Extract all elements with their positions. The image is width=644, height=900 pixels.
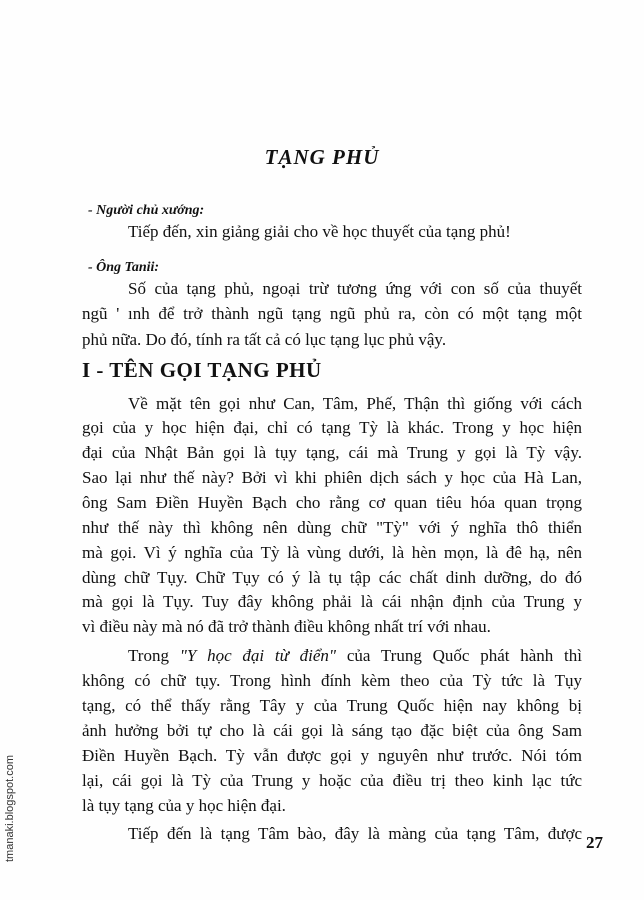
text-line: Sao lại như thế này? Bởi vì khi phiên dịch sách y học của Hà Lan, bbox=[82, 468, 582, 487]
text-line: tạng, có thể thấy rằng Tây y của Trung Quốc hiện nay không bị bbox=[82, 696, 582, 715]
text-line: phủ nữa. Do đó, tính ra tất cả có lục tạng lục phủ vậy. bbox=[82, 330, 447, 349]
text-line: mà gọi. Vì ý nghĩa của Tỳ là vùng dưới, là hèn mọn, là đê hạ, nên bbox=[82, 543, 582, 562]
text-line: Điền Huyền Bạch. Tỳ vẫn được gọi y nguyên như trước. Nói tóm bbox=[82, 746, 582, 765]
page-number: 27 bbox=[586, 833, 603, 852]
text-line: dùng chữ Tụy. Chữ Tụy có ý là tụ tập các chất dinh dưỡng, do đó bbox=[82, 568, 582, 587]
chapter-title: TẠNG PHỦ bbox=[264, 145, 380, 169]
text-line: như thế này thì không nên dùng chữ "Tỳ" với ý nghĩa thô thiển bbox=[82, 518, 582, 537]
text-line: là tụy tạng của y học hiện đại. bbox=[82, 796, 286, 815]
speaker-label-host: - Người chủ xướng: bbox=[88, 203, 205, 218]
text-line: Số của tạng phủ, ngoại trừ tương ứng với con số của thuyết bbox=[128, 279, 582, 298]
speaker-label-tanii: - Ông Tanii: bbox=[88, 260, 160, 275]
text-line: mà gọi là Tụy. Tuy đây không phải là cái nhận định của Trung y bbox=[82, 592, 582, 611]
section-heading: I - TÊN GỌI TẠNG PHỦ bbox=[82, 358, 322, 382]
watermark: tmanaki.blogspot.com bbox=[4, 755, 16, 862]
text-line: ảnh hưởng bởi tự cho là cái gọi là sáng tạo đặc biệt của ông Sam bbox=[82, 721, 582, 740]
text-line: Về mặt tên gọi như Can, Tâm, Phế, Thận thì giống với cách bbox=[128, 394, 582, 413]
book-citation: "Y học đại từ điển" bbox=[179, 646, 337, 665]
text-line: lại, cái gọi là Tỳ của Trung y hoặc của điều trị theo kinh lạc tức bbox=[82, 771, 582, 790]
text-line: không có chữ tụy. Trong hình đính kèm theo của Tỳ tức là Tụy bbox=[82, 671, 582, 690]
text-line: gọi của y học hiện đại, chỉ có tạng Tỳ là khác. Trong y học hiện bbox=[82, 418, 582, 437]
text-segment: của Trung Quốc phát hành thì bbox=[336, 646, 582, 665]
text-line: Tiếp đến, xin giảng giải cho về học thuyết của tạng phủ! bbox=[128, 222, 511, 241]
text-segment: Trong bbox=[128, 646, 180, 665]
text-line: ngũ ' ınh để trở thành ngũ tạng ngũ phủ ra, còn có một tạng một bbox=[82, 304, 582, 323]
text-line: Tiếp đến là tạng Tâm bào, đây là màng của tạng Tâm, được bbox=[128, 824, 582, 843]
text-line: ông Sam Điền Huyền Bạch cho rằng cơ quan tiêu hóa quan trọng bbox=[82, 493, 582, 512]
text-line-with-citation bbox=[128, 646, 582, 666]
text-line: đại của Nhật Bản gọi là tụy tạng, cái mà Trung y gọi là Tỳ vậy. bbox=[82, 443, 582, 462]
text-line: vì điều này mà nó đã trở thành điều không nhất trí với nhau. bbox=[82, 617, 491, 636]
